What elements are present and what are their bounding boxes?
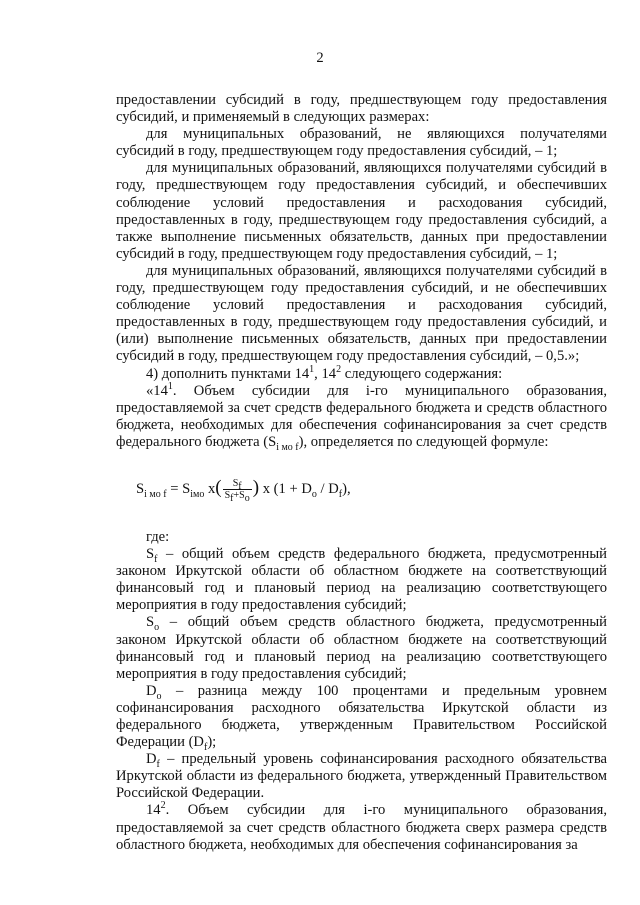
paragraph-14-2: $14^2$. Объем субсидии для i-го муниципального образования, предоставляемой за счет средств областного бюджета сверх размера средств областного бюджета, необходимых для обеспечения софинансирования за: [116, 800, 607, 853]
paragraph-where: где:: [146, 528, 170, 545]
page-number: 2: [316, 50, 324, 66]
paragraph-6: «$14^1$. Объем субсидии для i-го муниципального образования, предоставляемой за счет средств федерального бюджета и средств областного бюджета, необходимых для обеспечения софинансирования за счет средств федерального бюджета $(S_{i мо f})$, определяется по следующей формуле:: [116, 380, 607, 453]
paragraph-3: для муниципальных образований, являющихся получателями субсидий в году, предшествующем году предоставления субсидий, и обеспечивших соблюдение условий предоставления и расходования субсидий, предоставленных в году, предшествующем году предоставления субсидий, а также выполнение письменных обязательств, данных при предоставлении субсидий в году, предшествующем году предоставления субсидий, – 1;: [116, 160, 607, 262]
paragraph-4: для муниципальных образований, являющихся получателями субсидий в году, предшествующем году предоставления субсидий, и не обеспечивших соблюдение условий предоставления и расходования субсидий, предоставленных в году, предшествующем году предоставления субсидий, и (или) выполнение письменных обязательств, данных при предоставлении субсидий в году, предшествующем году предоставления субсидий, – 0,5.»;: [116, 262, 607, 365]
formula: $S_{i мо f} = S_{iмо}$ x( $\frac{S_f}{S_f+S_o}$ ) x $(1 + D_o / D_f)$,: [136, 476, 351, 504]
document-body: [116, 92, 607, 854]
paragraph-so: $S_o$ – общий объем средств областного бюджета, предусмотренный законом Иркутской области об областном бюджете на соответствующий финансовый год и плановый период на реализацию соответствующего мероприятия в году предоставления субсидий;: [116, 614, 607, 682]
paragraph-2: для муниципальных образований, не являющихся получателями субсидий в году, предшествующем году предоставления субсидий, – 1;: [116, 126, 607, 160]
paragraph-sf: $S_f$ – общий объем средств федерального бюджета, предусмотренный законом Иркутской области об областном бюджете на соответствующий финансовый год и плановый период на реализацию соответствующего мероприятия в году предоставления субсидий;: [116, 546, 607, 614]
paragraph-5: 4) дополнить пунктами $14^1$, $14^2$ следующего содержания:: [146, 363, 503, 382]
paragraph-do: $D_o$ – разница между 100 процентами и предельным уровнем софинансирования расходного обязательства Иркутской области из федерального бюджета, утвержденным Правительством Российской Федерации $(D_f)$;: [116, 682, 607, 753]
paragraph-df: $D_f$ – предельный уровень софинансирования расходного обязательства Иркутской области из федерального бюджета, утвержденный Правительством Российской Федерации.: [116, 751, 607, 802]
paragraph-1: предоставлении субсидий в году, предшествующем году предоставления субсидий, и применяемый в следующих размерах:: [116, 92, 607, 126]
